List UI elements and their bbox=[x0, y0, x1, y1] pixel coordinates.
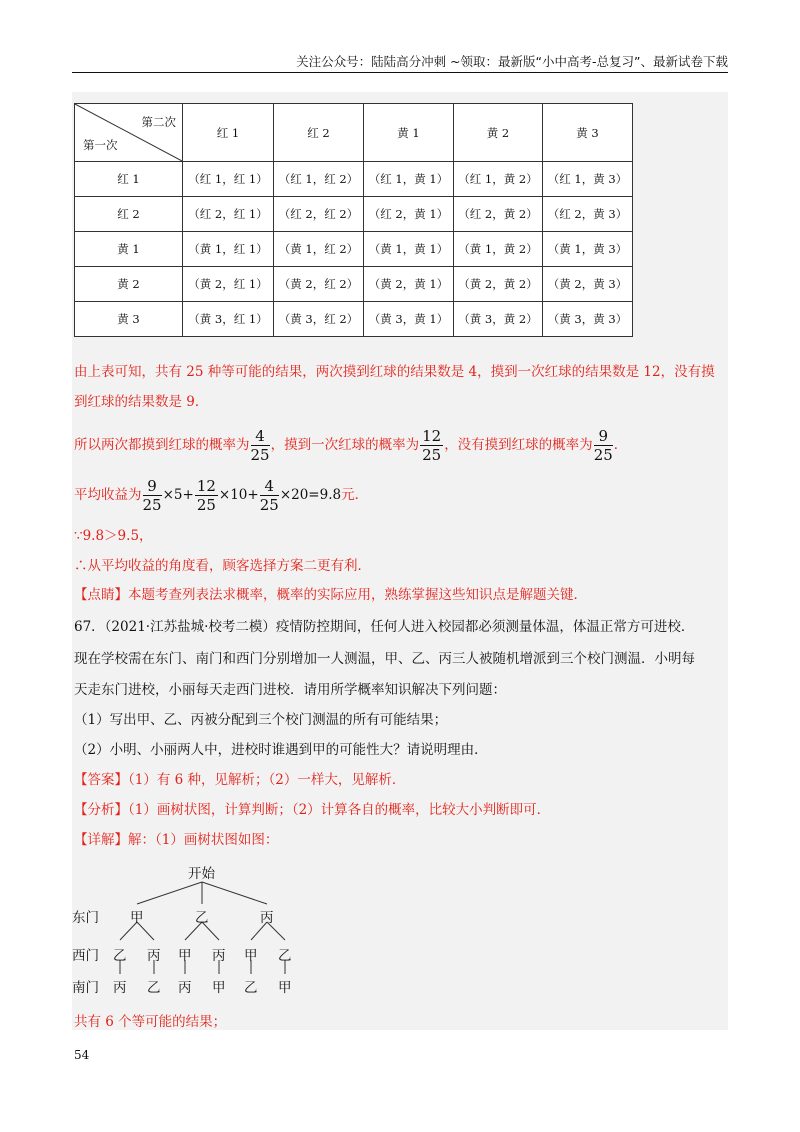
page-number: 54 bbox=[74, 1048, 90, 1062]
tree-node: 甲 bbox=[244, 948, 258, 964]
tree-node: 甲 bbox=[178, 948, 192, 964]
analysis-line: 【分析】（1）画树状图，计算判断；（2）计算各自的概率，比较大小判断即可． bbox=[74, 802, 551, 818]
row-label-south: 南门 bbox=[72, 980, 99, 996]
solution-line-1: 由上表可知，共有 25 种等可能的结果，两次摸到红球的结果数是 4，摸到一次红球的结果数是 12，没有摸 bbox=[74, 364, 715, 380]
prob-text-a: 所以两次都摸到红球的概率为 bbox=[74, 437, 250, 453]
tree-node: 丙 bbox=[178, 980, 192, 996]
row-header: 黄 1 bbox=[75, 232, 183, 267]
tree-node: 丙 bbox=[147, 948, 161, 964]
table-corner bbox=[75, 104, 183, 162]
numerator: 12 bbox=[422, 427, 442, 445]
tree-diagram bbox=[72, 860, 312, 1000]
because-text: ∵9.8＞9.5， bbox=[74, 528, 153, 544]
problem-line-3: 天走东门进校，小丽每天走西门进校．请用所学概率知识解决下列问题： bbox=[74, 682, 506, 698]
answer-line: 【答案】（1）有 6 种，见解析；（2）一样大，见解析． bbox=[74, 772, 406, 788]
col-header: 红 1 bbox=[183, 104, 274, 162]
table-cell: （红 2，黄 2） bbox=[454, 197, 543, 232]
table-cell: （红 1，红 1） bbox=[183, 162, 274, 197]
table-cell: （黄 3，黄 2） bbox=[454, 302, 543, 337]
numerator: 12 bbox=[196, 477, 216, 495]
row-header: 黄 2 bbox=[75, 267, 183, 302]
fraction-12-25 bbox=[195, 477, 218, 514]
table-cell: （黄 2，黄 3） bbox=[543, 267, 633, 302]
avg-label: 平均收益为 bbox=[74, 487, 142, 503]
row-header: 红 2 bbox=[75, 197, 183, 232]
table-cell: （红 2，红 2） bbox=[274, 197, 364, 232]
table-cell: （黄 1，红 1） bbox=[183, 232, 274, 267]
tree-node: 甲 bbox=[212, 980, 226, 996]
row-label-west: 西门 bbox=[72, 948, 99, 964]
fraction-4-25 bbox=[260, 477, 279, 514]
tree-node: 乙 bbox=[113, 948, 127, 964]
numerator: 4 bbox=[260, 477, 279, 496]
table-cell: （红 2，黄 1） bbox=[364, 197, 454, 232]
avg-term-1: ×5+ bbox=[162, 487, 194, 503]
numerator: 4 bbox=[251, 427, 270, 446]
conclusion-line: 共有 6 个等可能的结果； bbox=[74, 1014, 227, 1030]
table-cell: （黄 2，红 1） bbox=[183, 267, 274, 302]
table-cell: （红 2，黄 3） bbox=[543, 197, 633, 232]
tree-node: 乙 bbox=[195, 910, 209, 926]
table-cell: （黄 1，黄 2） bbox=[454, 232, 543, 267]
therefore-line: ∴从平均收益的角度看，顾客选择方案二更有利． bbox=[74, 558, 371, 574]
row-header: 红 1 bbox=[75, 162, 183, 197]
denominator: 25 bbox=[250, 446, 270, 464]
prob-text-c: ，没有摸到红球的概率为 bbox=[444, 437, 593, 453]
because-line bbox=[74, 526, 153, 546]
tree-node: 丙 bbox=[113, 980, 127, 996]
tree-root: 开始 bbox=[188, 866, 215, 882]
denominator: 25 bbox=[422, 446, 442, 464]
avg-term-3: ×20=9.8 bbox=[279, 487, 342, 503]
table-cell: （黄 3，黄 3） bbox=[543, 302, 633, 337]
fraction-4-25 bbox=[251, 427, 270, 464]
tree-node: 乙 bbox=[278, 948, 292, 964]
denominator: 25 bbox=[593, 446, 613, 464]
table-cell: （黄 2，红 2） bbox=[274, 267, 364, 302]
table-cell: （红 2，红 1） bbox=[183, 197, 274, 232]
corner-second: 第二次 bbox=[141, 115, 176, 129]
problem-line-1: 67．（2021·江苏盐城·校考二模）疫情防控期间，任何人进入校园都必须测量体温，体温正常方可进校． bbox=[74, 619, 695, 635]
table-cell: （黄 3，红 2） bbox=[274, 302, 364, 337]
header-rule bbox=[72, 72, 728, 73]
col-header: 黄 3 bbox=[543, 104, 633, 162]
comment-line: 【点睛】本题考查列表法求概率，概率的实际应用，熟练掌握这些知识点是解题关键． bbox=[74, 587, 587, 603]
fraction-12-25 bbox=[420, 427, 443, 464]
tree-node: 甲 bbox=[130, 910, 144, 926]
table-cell: （黄 1，黄 3） bbox=[543, 232, 633, 267]
prob-text-b: ，摸到一次红球的概率为 bbox=[270, 437, 420, 453]
corner-first: 第一次 bbox=[83, 138, 118, 152]
numerator: 9 bbox=[594, 427, 613, 446]
table-cell: （黄 2，黄 1） bbox=[364, 267, 454, 302]
outcome-table bbox=[74, 103, 633, 337]
col-header: 红 2 bbox=[274, 104, 364, 162]
detail-line: 【详解】解：（1）画树状图如图： bbox=[74, 832, 279, 848]
table-cell: （红 1，黄 2） bbox=[454, 162, 543, 197]
table-cell: （黄 3，红 1） bbox=[183, 302, 274, 337]
question-2: （2）小明、小丽两人中，进校时谁遇到甲的可能性大？请说明理由． bbox=[74, 742, 488, 758]
table-cell: （黄 1，红 2） bbox=[274, 232, 364, 267]
denominator: 25 bbox=[196, 496, 216, 514]
table-cell: （黄 3，黄 1） bbox=[364, 302, 454, 337]
col-header: 黄 1 bbox=[364, 104, 454, 162]
row-label-east: 东门 bbox=[72, 910, 99, 926]
tree-node: 甲 bbox=[278, 980, 292, 996]
table-row bbox=[75, 232, 633, 267]
question-1: （1）写出甲、乙、丙被分配到三个校门测温的所有可能结果； bbox=[74, 712, 448, 728]
table-cell: （黄 2，黄 2） bbox=[454, 267, 543, 302]
avg-unit: 元． bbox=[341, 487, 369, 503]
table-cell: （黄 1，黄 1） bbox=[364, 232, 454, 267]
col-header: 黄 2 bbox=[454, 104, 543, 162]
table-cell: （红 1，红 2） bbox=[274, 162, 364, 197]
denominator: 25 bbox=[259, 496, 279, 514]
problem-line-2: 现在学校需在东门、南门和西门分别增加一人测温，甲、乙、丙三人被随机增派到三个校门测温．小明每 bbox=[74, 651, 695, 667]
tree-node: 乙 bbox=[244, 980, 258, 996]
table-row bbox=[75, 162, 633, 197]
table-row bbox=[75, 267, 633, 302]
probability-line bbox=[74, 426, 627, 464]
table-cell: （红 1，黄 1） bbox=[364, 162, 454, 197]
average-income-line bbox=[74, 476, 368, 514]
table-row bbox=[75, 197, 633, 232]
prob-text-end: ． bbox=[613, 437, 628, 453]
numerator: 9 bbox=[143, 477, 162, 496]
solution-line-2: 到红球的结果数是 9． bbox=[74, 394, 209, 410]
fraction-9-25 bbox=[143, 477, 162, 514]
fraction-9-25 bbox=[594, 427, 613, 464]
page-header: 关注公众号：陆陆高分冲刺 ~领取：最新版“小中高考-总复习”、最新试卷下载 bbox=[296, 54, 728, 69]
tree-node: 丙 bbox=[212, 948, 226, 964]
row-header: 黄 3 bbox=[75, 302, 183, 337]
table-row bbox=[75, 302, 633, 337]
table-cell: （红 1，黄 3） bbox=[543, 162, 633, 197]
tree-node: 乙 bbox=[147, 980, 161, 996]
denominator: 25 bbox=[142, 496, 162, 514]
tree-node: 丙 bbox=[260, 910, 274, 926]
avg-term-2: ×10+ bbox=[218, 487, 259, 503]
